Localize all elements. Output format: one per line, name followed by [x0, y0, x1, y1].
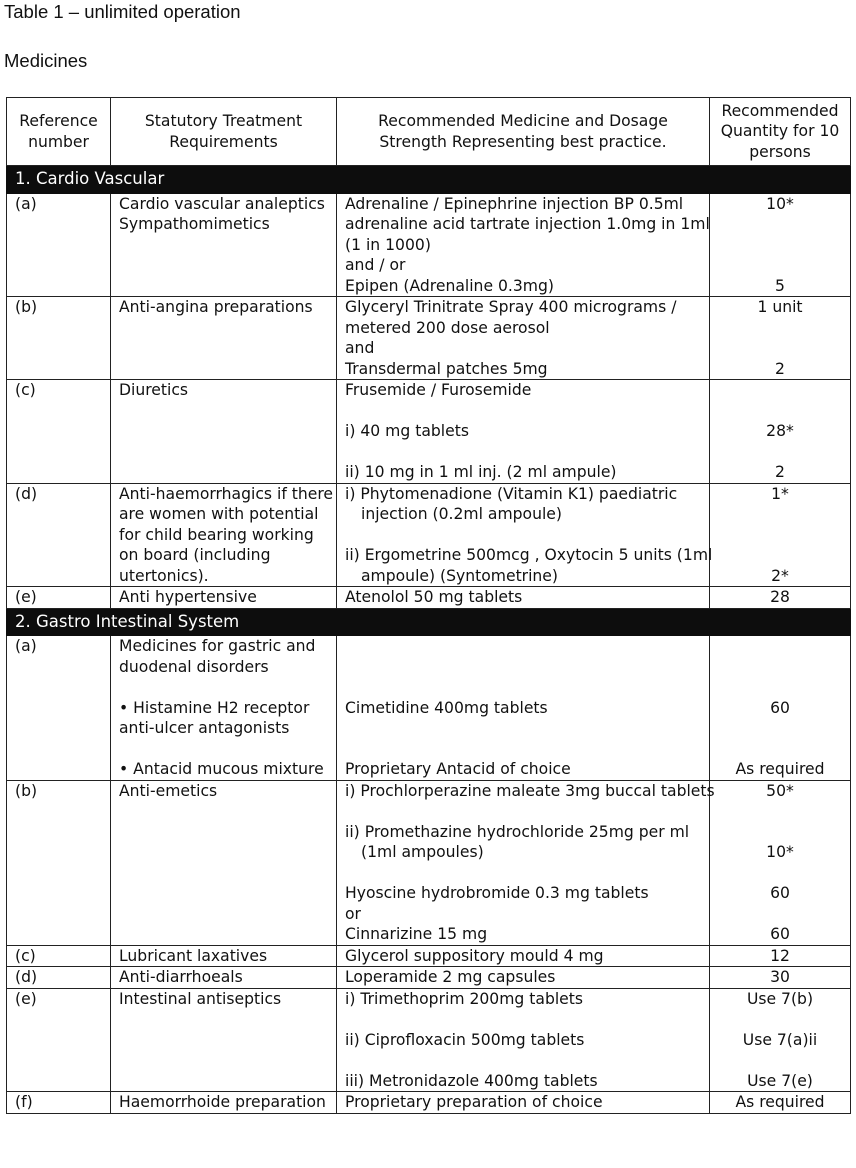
quantity-line: 28: [770, 588, 790, 606]
quantity-line: 12: [770, 946, 790, 965]
requirement-line: Anti-emetics: [119, 781, 218, 800]
quantity-line: [718, 636, 842, 657]
medicine-line: and: [345, 339, 375, 357]
table-row: [7, 780, 851, 945]
requirement-line: [119, 677, 328, 698]
medicine-line: and / or: [345, 256, 406, 274]
quantity-cell: [710, 587, 851, 609]
medicine-line: ii) 10 mg in 1 ml inj. (2 ml ampule): [345, 463, 617, 481]
requirement-line: [119, 318, 328, 339]
requirement-cell: [111, 587, 337, 609]
medicine-line: Loperamide 2 mg capsules: [345, 968, 556, 986]
medicine-line: [345, 801, 701, 822]
quantity-line: [718, 718, 842, 739]
medicine-line: [345, 718, 701, 739]
reference-cell: (a): [7, 193, 111, 297]
reference-cell: (b): [7, 297, 111, 380]
medicine-line: [345, 1009, 701, 1030]
requirement-line: Lubricant laxatives: [119, 946, 268, 965]
quantity-line: [718, 338, 842, 359]
quantity-line: [718, 380, 842, 401]
table-row: [7, 967, 851, 989]
requirement-line: Medicines for gastric and: [119, 637, 316, 655]
requirement-line: [119, 822, 328, 843]
requirement-line: Anti hypertensive: [119, 588, 257, 606]
medicine-cell: [337, 193, 710, 297]
quantity-line: 2*: [771, 566, 789, 585]
requirement-line: Anti-angina preparations: [119, 298, 313, 316]
requirement-line: [119, 462, 328, 483]
requirement-line: [119, 401, 328, 422]
medicine-line: metered 200 dose aerosol: [345, 318, 550, 337]
medicine-line: or: [345, 904, 361, 923]
section-title: 1. Cardio Vascular: [7, 166, 851, 194]
medicine-line: Frusemide / Furosemide: [345, 381, 532, 399]
requirement-line: utertonics).: [119, 566, 209, 585]
medicine-cell: [337, 967, 710, 989]
requirement-line: for child bearing working: [119, 525, 314, 544]
quantity-line: As required: [735, 760, 825, 778]
requirement-line: [119, 235, 328, 256]
quantity-cell: [710, 380, 851, 484]
reference-cell: (e): [7, 988, 111, 1092]
medicine-line: ii) Ciprofloxacin 500mg tablets: [345, 1030, 585, 1049]
medicine-line: [345, 863, 701, 884]
quantity-line: 2: [775, 463, 785, 481]
reference-cell: (c): [7, 380, 111, 484]
requirement-line: [119, 863, 328, 884]
medicine-line: [345, 677, 701, 698]
quantity-line: 28*: [766, 422, 794, 440]
medicine-line: [345, 636, 701, 657]
quantity-line: [718, 214, 842, 235]
requirement-line: [119, 739, 328, 760]
requirement-line: [119, 338, 328, 359]
quantity-line: [718, 401, 842, 422]
requirement-line: [119, 883, 328, 904]
medicine-line: [345, 1050, 701, 1071]
section-title: 2. Gastro Intestinal System: [7, 608, 851, 636]
quantity-line: [718, 801, 842, 822]
requirement-line: Sympathomimetics: [119, 215, 270, 233]
header-recommended-medicine: Recommended Medicine and Dosage Strength Representing best practice.: [337, 98, 710, 166]
requirement-line: [119, 1030, 328, 1051]
quantity-line: 60: [770, 884, 790, 902]
medicine-line: [345, 401, 701, 422]
quantity-line: 2: [775, 359, 785, 378]
requirement-cell: [111, 380, 337, 484]
medicine-cell: [337, 587, 710, 609]
medicine-line: Cinnarizine 15 mg: [345, 925, 488, 943]
medicine-line: Atenolol 50 mg tablets: [345, 588, 523, 606]
header-reference-number: Reference number: [7, 98, 111, 166]
quantity-line: As required: [735, 1093, 825, 1111]
table-row: [7, 483, 851, 587]
medicine-line: Adrenaline / Epinephrine injection BP 0.5ml: [345, 194, 684, 213]
quantity-line: 10*: [766, 843, 794, 861]
quantity-line: 10*: [766, 194, 794, 213]
medicine-cell: [337, 636, 710, 781]
requirement-line: • Histamine H2 receptor: [119, 698, 310, 717]
table-row: [7, 380, 851, 484]
medicine-line: iii) Metronidazole 400mg tablets: [345, 1071, 598, 1090]
medicine-cell: [337, 380, 710, 484]
quantity-line: 50*: [766, 781, 794, 800]
requirement-line: anti-ulcer antagonists: [119, 719, 290, 737]
medicine-line: i) Phytomenadione (Vitamin K1) paediatric: [345, 484, 678, 503]
section-heading: Medicines: [4, 50, 88, 71]
table-row: [7, 945, 851, 967]
medicine-line: ii) Ergometrine 500mcg , Oxytocin 5 units (1ml: [345, 546, 713, 564]
reference-cell: (d): [7, 967, 111, 989]
requirement-line: [119, 359, 328, 380]
quantity-line: 5: [775, 276, 785, 295]
requirement-line: [119, 442, 328, 463]
quantity-line: 1*: [771, 484, 789, 503]
requirement-line: Intestinal antiseptics: [119, 989, 282, 1008]
medicine-line: (1 in 1000): [345, 235, 431, 254]
medicine-line: [345, 657, 701, 678]
quantity-cell: [710, 636, 851, 781]
quantity-line: [718, 255, 842, 276]
quantity-line: [718, 677, 842, 698]
section-header-row: [7, 608, 851, 636]
requirement-cell: [111, 967, 337, 989]
quantity-line: [718, 235, 842, 256]
medicines-table: [6, 97, 851, 1114]
requirement-line: [119, 801, 328, 822]
medicine-cell: [337, 483, 713, 587]
table-row: [7, 636, 851, 781]
quantity-line: 60: [770, 698, 790, 717]
requirement-line: [119, 1009, 328, 1030]
quantity-line: [718, 739, 842, 760]
requirement-cell: [111, 1092, 337, 1114]
quantity-cell: [710, 193, 851, 297]
quantity-line: Use 7(a)ii: [742, 1030, 818, 1049]
medicine-line: Epipen (Adrenaline 0.3mg): [345, 276, 554, 295]
requirement-line: [119, 924, 328, 945]
medicine-cell: [337, 297, 710, 380]
quantity-line: [718, 822, 842, 843]
medicine-cell: [337, 780, 715, 945]
requirement-line: Diuretics: [119, 381, 189, 399]
table-row: [7, 193, 851, 297]
requirement-line: Haemorrhoide preparation: [119, 1093, 326, 1111]
reference-cell: (c): [7, 945, 111, 967]
medicine-line: Glyceryl Trinitrate Spray 400 micrograms /: [345, 298, 677, 316]
quantity-cell: [710, 945, 851, 967]
reference-cell: (a): [7, 636, 111, 781]
page-title: Table 1 – unlimited operation: [4, 1, 241, 22]
section-header-row: [7, 166, 851, 194]
requirement-cell: [111, 988, 337, 1092]
medicine-cell: [337, 1092, 710, 1114]
reference-cell: (e): [7, 587, 111, 609]
quantity-cell: [710, 483, 851, 587]
quantity-line: 30: [770, 968, 790, 986]
requirement-line: [119, 1071, 328, 1092]
requirement-line: • Antacid mucous mixture: [119, 760, 324, 778]
quantity-line: [718, 525, 842, 546]
reference-cell: (b): [7, 780, 111, 945]
header-treatment-requirements: Statutory Treatment Requirements: [111, 98, 337, 166]
medicine-line: Cimetidine 400mg tablets: [345, 698, 548, 717]
quantity-cell: [710, 1092, 851, 1114]
medicine-line: injection (0.2ml ampoule): [361, 505, 562, 523]
quantity-line: [718, 657, 842, 678]
medicine-line: i) Prochlorperazine maleate 3mg buccal tablets: [345, 781, 715, 800]
requirement-cell: [111, 297, 337, 380]
medicine-line: (1ml ampoules): [361, 843, 484, 861]
requirement-cell: [111, 780, 337, 945]
quantity-line: 1 unit: [757, 298, 803, 316]
requirement-line: on board (including: [119, 546, 271, 564]
quantity-cell: [710, 780, 851, 945]
requirement-cell: [111, 636, 337, 781]
quantity-line: [718, 318, 842, 339]
medicine-cell: [337, 945, 710, 967]
quantity-cell: [710, 967, 851, 989]
quantity-line: Use 7(b): [746, 989, 814, 1008]
medicine-cell: [337, 988, 710, 1092]
medicine-line: ampoule) (Syntometrine): [361, 566, 558, 585]
medicine-line: Transdermal patches 5mg: [345, 359, 548, 378]
quantity-cell: [710, 297, 851, 380]
medicine-line: [345, 525, 701, 546]
quantity-line: [718, 504, 842, 525]
quantity-line: [718, 442, 842, 463]
reference-cell: (d): [7, 483, 111, 587]
medicine-line: ii) Promethazine hydrochloride 25mg per ml: [345, 822, 690, 841]
requirement-line: [119, 842, 328, 863]
requirement-line: [119, 1050, 328, 1071]
medicine-line: Proprietary Antacid of choice: [345, 760, 571, 778]
requirement-line: [119, 904, 328, 925]
requirement-line: are women with potential: [119, 505, 319, 523]
quantity-line: [718, 904, 842, 925]
medicine-line: adrenaline acid tartrate injection 1.0mg in 1ml: [345, 215, 710, 233]
quantity-line: 60: [770, 925, 790, 943]
requirement-line: Anti-diarrhoeals: [119, 968, 243, 986]
quantity-line: Use 7(e): [747, 1071, 813, 1090]
quantity-line: [718, 545, 842, 566]
quantity-line: [718, 863, 842, 884]
requirement-cell: [111, 945, 337, 967]
reference-cell: (f): [7, 1092, 111, 1114]
requirement-cell: [111, 483, 337, 587]
medicine-line: Proprietary preparation of choice: [345, 1093, 603, 1111]
table-row: [7, 988, 851, 1092]
requirement-cell: [111, 193, 337, 297]
medicine-line: Hyoscine hydrobromide 0.3 mg tablets: [345, 884, 649, 902]
requirement-line: [119, 276, 328, 297]
table-row: [7, 297, 851, 380]
requirement-line: [119, 421, 328, 442]
table-row: [7, 587, 851, 609]
medicine-line: Glycerol suppository mould 4 mg: [345, 946, 604, 965]
quantity-line: [718, 1009, 842, 1030]
requirement-line: [119, 255, 328, 276]
quantity-line: [718, 1050, 842, 1071]
medicine-line: [345, 442, 701, 463]
requirement-line: duodenal disorders: [119, 657, 269, 676]
table-header-row: [7, 98, 851, 166]
medicine-line: [345, 739, 701, 760]
table-row: [7, 1092, 851, 1114]
quantity-cell: [710, 988, 851, 1092]
requirement-line: Anti-haemorrhagics if there: [119, 484, 334, 503]
header-recommended-quantity: Recommended Quantity for 10 persons: [710, 98, 851, 166]
requirement-line: Cardio vascular analeptics: [119, 194, 325, 213]
medicine-line: i) Trimethoprim 200mg tablets: [345, 989, 584, 1008]
medicine-line: i) 40 mg tablets: [345, 422, 469, 440]
